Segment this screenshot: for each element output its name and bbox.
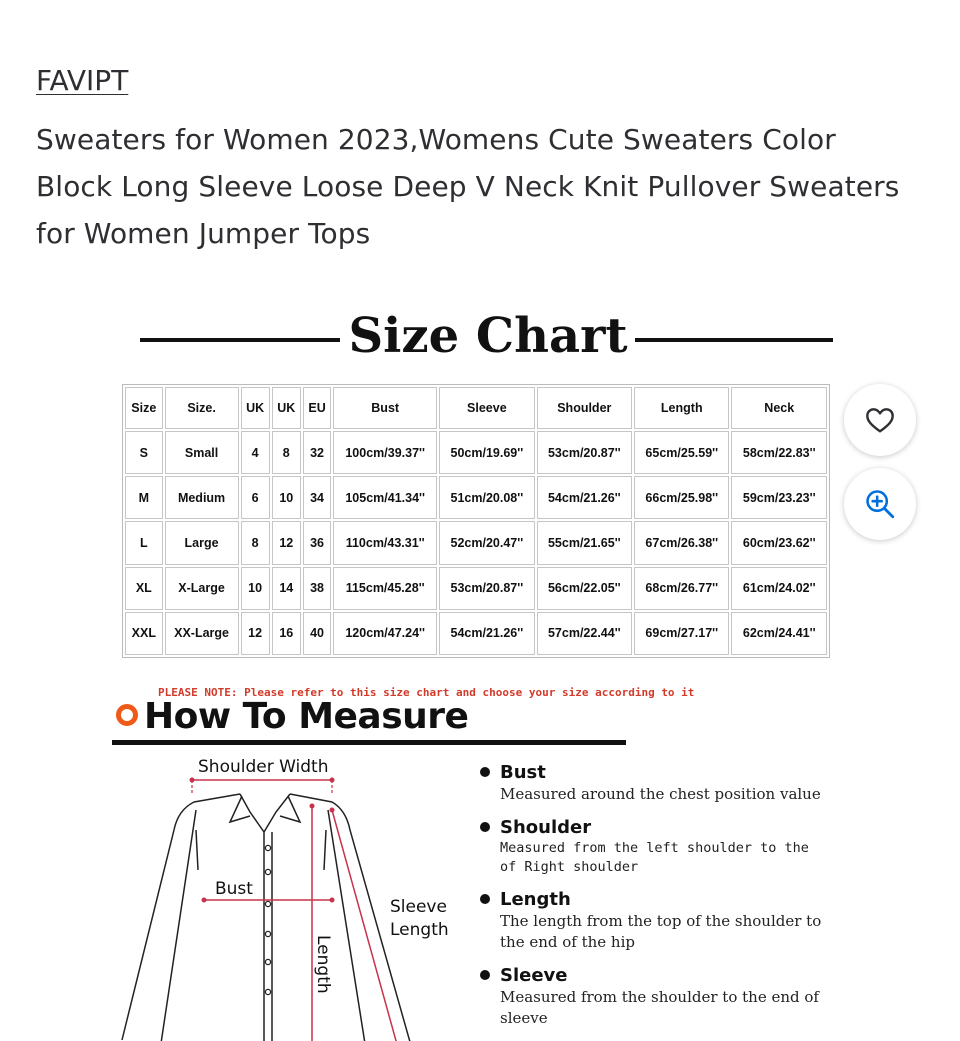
table-cell: 54cm/21.26'' — [537, 476, 632, 519]
product-title: Sweaters for Women 2023,Womens Cute Sweaters Color Block Long Sleeve Loose Deep V Neck Knit Pullover Sweaters for Women Jumper Tops — [36, 123, 900, 250]
table-header-cell: Neck — [731, 387, 827, 429]
table-header-cell: Size — [125, 387, 163, 429]
table-cell: 67cm/26.38'' — [634, 521, 729, 564]
table-cell: 65cm/25.59'' — [634, 431, 729, 474]
table-header-cell: Size. — [165, 387, 239, 429]
table-header-cell: Length — [634, 387, 729, 429]
table-cell: Large — [165, 521, 239, 564]
favorite-button[interactable] — [844, 384, 916, 456]
table-cell: 100cm/39.37'' — [333, 431, 437, 474]
size-chart-title: Size Chart — [348, 308, 628, 364]
measure-title: Sleeve — [500, 965, 568, 986]
measure-item — [480, 762, 830, 805]
table-header-cell: Shoulder — [537, 387, 632, 429]
table-cell: 51cm/20.08'' — [439, 476, 534, 519]
table-cell: 57cm/22.44'' — [537, 612, 632, 655]
table-cell: XXL — [125, 612, 163, 655]
table-cell: 34 — [303, 476, 331, 519]
table-header-cell: Bust — [333, 387, 437, 429]
table-cell: 10 — [272, 476, 301, 519]
measure-item — [480, 817, 830, 877]
size-note: PLEASE NOTE: Please refer to this size chart and choose your size according to it — [158, 686, 695, 699]
table-row — [125, 431, 827, 474]
table-cell: 55cm/21.65'' — [537, 521, 632, 564]
measure-desc: The length from the top of the shoulder to the end of the hip — [500, 912, 822, 951]
table-cell: 6 — [241, 476, 270, 519]
table-cell: 38 — [303, 567, 331, 610]
size-table — [122, 384, 830, 658]
table-cell: XL — [125, 567, 163, 610]
measure-list — [480, 762, 830, 1041]
table-cell: 54cm/21.26'' — [439, 612, 534, 655]
table-header-cell: Sleeve — [439, 387, 534, 429]
label-length: Length — [313, 935, 333, 994]
table-cell: 52cm/20.47'' — [439, 521, 534, 564]
table-cell: 10 — [241, 567, 270, 610]
table-cell: 50cm/19.69'' — [439, 431, 534, 474]
table-row — [125, 476, 827, 519]
label-shoulder-width: Shoulder Width — [198, 757, 329, 777]
table-cell: X-Large — [165, 567, 239, 610]
zoom-button[interactable] — [844, 468, 916, 540]
table-cell: 120cm/47.24'' — [333, 612, 437, 655]
table-cell: 58cm/22.83'' — [731, 431, 827, 474]
table-cell: 56cm/22.05'' — [537, 567, 632, 610]
product-image[interactable] — [100, 300, 840, 1041]
zoom-in-icon — [863, 487, 897, 521]
measure-item — [480, 889, 830, 953]
table-cell: 61cm/24.02'' — [731, 567, 827, 610]
table-cell: 32 — [303, 431, 331, 474]
table-row — [125, 612, 827, 655]
brand-link[interactable]: FAVIPT — [36, 64, 129, 97]
table-cell: M — [125, 476, 163, 519]
bullet-icon — [480, 970, 490, 980]
table-header-cell: UK — [241, 387, 270, 429]
table-cell: Small — [165, 431, 239, 474]
table-cell: 69cm/27.17'' — [634, 612, 729, 655]
table-cell: 14 — [272, 567, 301, 610]
table-cell: 110cm/43.31'' — [333, 521, 437, 564]
table-cell: 12 — [241, 612, 270, 655]
table-header-cell: UK — [272, 387, 301, 429]
measure-desc: Measured from the shoulder to the end of sleeve — [500, 988, 819, 1027]
heart-icon — [864, 404, 896, 436]
table-cell: 40 — [303, 612, 331, 655]
how-to-measure-dot-icon — [116, 704, 138, 726]
table-cell: 8 — [272, 431, 301, 474]
label-bust: Bust — [215, 879, 253, 899]
measure-title: Bust — [500, 762, 546, 783]
measure-desc: Measured from the left shoulder to the of Right shoulder — [500, 840, 809, 875]
label-sleeve: Sleeve — [390, 897, 447, 917]
table-cell: 105cm/41.34'' — [333, 476, 437, 519]
table-cell: 62cm/24.41'' — [731, 612, 827, 655]
bullet-icon — [480, 767, 490, 777]
table-cell: 4 — [241, 431, 270, 474]
table-cell: 59cm/23.23'' — [731, 476, 827, 519]
how-to-measure-rule — [112, 740, 626, 745]
table-cell: L — [125, 521, 163, 564]
table-cell: Medium — [165, 476, 239, 519]
size-chart-heading — [138, 306, 838, 366]
table-cell: 60cm/23.62'' — [731, 521, 827, 564]
measure-item — [480, 965, 830, 1029]
measure-title: Shoulder — [500, 817, 592, 838]
label-sleeve-length: Length — [390, 920, 449, 940]
shirt-diagram-icon — [100, 750, 480, 1041]
table-cell: XX-Large — [165, 612, 239, 655]
bullet-icon — [480, 822, 490, 832]
table-cell: 16 — [272, 612, 301, 655]
table-cell: 36 — [303, 521, 331, 564]
table-cell: 53cm/20.87'' — [537, 431, 632, 474]
table-cell: 66cm/25.98'' — [634, 476, 729, 519]
measure-title: Length — [500, 889, 571, 910]
table-cell: 12 — [272, 521, 301, 564]
table-cell: 8 — [241, 521, 270, 564]
table-cell: 53cm/20.87'' — [439, 567, 534, 610]
how-to-measure-title: How To Measure — [144, 696, 469, 737]
measure-desc: Measured around the chest position value — [500, 785, 821, 803]
table-cell: 115cm/45.28'' — [333, 567, 437, 610]
table-header-cell: EU — [303, 387, 331, 429]
table-cell: S — [125, 431, 163, 474]
table-row — [125, 521, 827, 564]
table-cell: 68cm/26.77'' — [634, 567, 729, 610]
bullet-icon — [480, 894, 490, 904]
table-row — [125, 567, 827, 610]
